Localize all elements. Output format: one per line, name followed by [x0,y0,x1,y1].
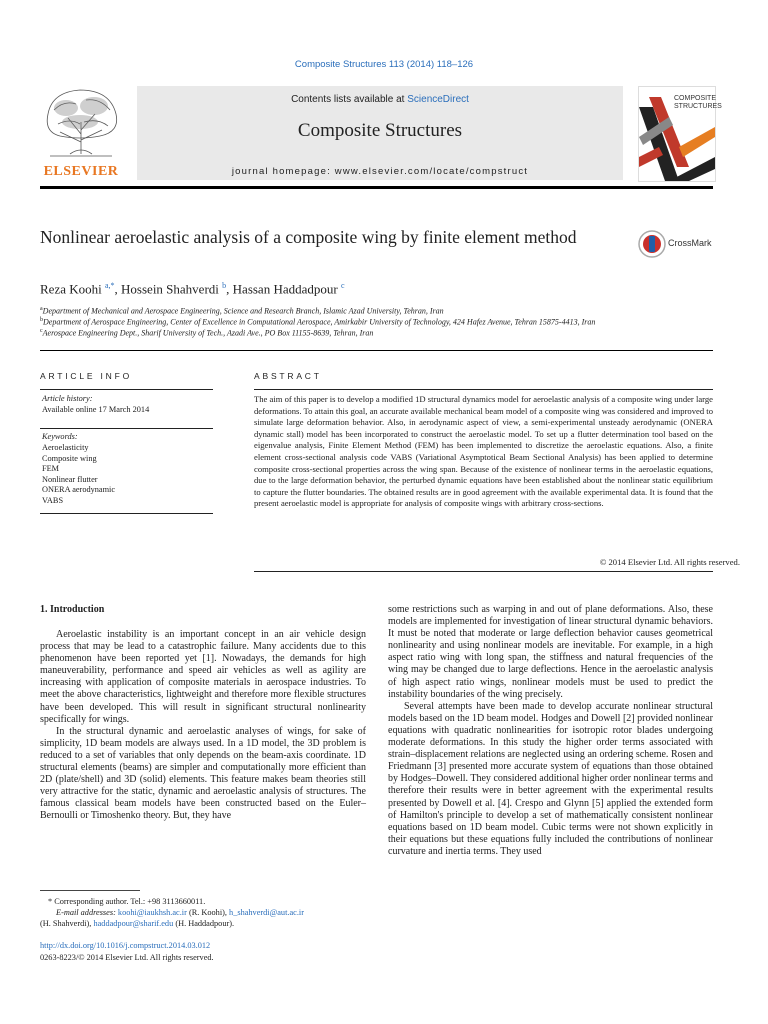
author-name[interactable]: Reza Koohi [40,281,102,297]
affiliation-text: Aerospace Engineering Dept., Sharif University of Tech., Azadi Ave., PO Box 11155-8639, Tehran, Iran [42,328,374,338]
body-paragraph: Several attempts have been made to develop accurate nonlinear structural models based on the 1D beam model. Hodges and Dowell [2] provided nonlinear equations with quadratic nonlinearities for isotropic rotor blades undergoing moderate deformations. In this study the higher order terms associated with strain–displacement relations are neglected using an ordering scheme. Rosen and Friedmann [3] presented more accurate system of equations than those obtained by Hodges–Dowell. They considered additional higher order nonlinear terms and therefore their results were in better agreement with the experimental results presented by Dowell et al. [4]. Crespo and Glynn [5] applied the extended form of Hamilton's principle to develop a set of mathematically consistent nonlinear equations based on 1D beam model. Cubic terms were not shown explicitly in their equations but these equations fully included the contributions of nonlinear curvature and inertia terms. They used [388,700,713,857]
section-heading: 1. Introduction [40,604,105,615]
author-list: Reza Koohi $^{a,*}$, Hossein Shahverdi $^b$, Hassan Haddadpour $^c$ [40,281,345,297]
abstract-copyright: © 2014 Elsevier Ltd. All rights reserved. [599,557,740,567]
issn-line: 0263-8223/© 2014 Elsevier Ltd. All rights reserved. [40,953,214,962]
body-paragraph: some restrictions such as warping in and out of plane deformations. Also, these models are implemented for investigation of linear structural dynamic behaviors. It must be noted that moderate or large deflection behavior causes geometrical nonlinearity and using nonlinear models are inevitable. For example, in a high aspect ratio wing with long span, the stiffness and natural frequencies of the wing may be changed due to large deflections. Hence in the aeroelastic analysis of high aspect ratio wings, nonlinear models must be used to predict the instability boundaries of the wing precisely. [388,604,713,700]
keywords-label: Keywords: [42,432,78,441]
email-line [40,907,366,918]
affiliation [40,317,720,327]
keyword: VABS [42,495,64,505]
author-name[interactable]: Hassan Haddadpour [232,281,338,297]
affiliation-sup: c [40,328,43,334]
affiliation-text: Department of Aerospace Engineering, Center of Excellence in Computational Aerospace, Amirkabir University of Technology, 424 Hafez Avenue, Tehran 15875-4413, Iran [43,317,596,327]
crossmark-label: CrossMark [668,238,712,248]
article-title: Nonlinear aeroelastic analysis of a composite wing by finite element method [40,227,577,247]
header-rule [40,186,713,189]
email-link[interactable]: koohi@iaukhsh.ac.ir [117,908,187,917]
contents-prefix: Contents lists available at [291,94,408,105]
affiliation-sup: a [40,306,43,312]
body-paragraph: In the structural dynamic and aeroelastic analyses of wings, for sake of simplicity, 1D beam models are always used. In a 1D model, the 3D problem is reduced to a set of variables that only depends on the beam-axis coordinate. 1D structural elements (beams) are simpler and computationally more efficient than 2D (plate/shell) and 3D (solid) elements. This feature makes beam theories still very attractive for the static, dynamic and aeroelastic analysis of structures. The famous classical beam models have been constructed based on the Euler–Bernoulli or Timoshenko theory. But, they have [40,725,366,822]
divider [40,389,213,390]
body-column-left [40,629,366,823]
title-rule [40,350,713,351]
email-name: (H. Shahverdi), [40,919,92,928]
contents-line [137,94,623,105]
publisher-name: ELSEVIER [43,164,119,179]
body-column-right [388,604,713,858]
journal-cover-image [638,86,722,182]
author-sup[interactable]: c [340,281,345,290]
divider [254,571,713,572]
abstract-heading: ABSTRACT [254,371,322,381]
keyword: Composite wing [42,453,97,463]
crossmark-icon [638,230,666,258]
cover-title [674,95,722,111]
email-link[interactable]: haddadpour@sharif.edu [93,919,174,928]
cover-text-2: STRUCTURES [674,103,722,110]
email-line [40,918,366,929]
affiliation-text: Department of Mechanical and Aerospace Engineering, Science and Research Branch, Islamic Azad University, Tehran, Iran [42,306,444,316]
email-name: (R. Koohi), [188,908,227,917]
keyword: ONERA aerodynamic [42,485,116,495]
affiliation [40,306,720,316]
sciencedirect-link[interactable]: ScienceDirect [407,94,469,105]
author-sup[interactable]: b [222,281,227,290]
keyword-list [42,443,115,507]
history-label: Article history: [42,394,93,403]
keyword: FEM [42,464,60,474]
footnote-rule [40,890,140,891]
email-link[interactable]: h_shahverdi@aut.ac.ir [229,908,304,917]
keyword: Aeroelasticity [42,443,89,452]
history-value: Available online 17 March 2014 [42,405,150,414]
footnote [40,896,366,929]
crossmark-badge[interactable] [638,230,718,258]
keyword: Nonlinear flutter [42,474,98,484]
corresponding-author: * Corresponding author. Tel.: +98 3113660011. [48,897,206,906]
article-info-heading: ARTICLE INFO [40,371,133,381]
journal-name: Composite Structures [297,120,463,141]
email-name: (H. Haddadpour). [175,919,235,928]
divider [40,513,213,514]
author-sup[interactable]: a,* [104,281,115,290]
divider [254,389,713,390]
journal-homepage[interactable]: journal homepage: www.elsevier.com/locate/compstruct [231,166,529,177]
cover-text-1: COMPOSITE [674,95,717,102]
divider [40,428,213,429]
affiliation [40,328,720,338]
journal-citation[interactable]: Composite Structures 113 (2014) 118–126 [294,59,474,70]
author-name[interactable]: Hossein Shahverdi [121,281,219,297]
affiliation-sup: b [40,317,43,323]
abstract-text: The aim of this paper is to develop a modified 1D structural dynamics model for aeroelastic analysis of a composite wing under large deformations. To attain this goal, an accurate available mechanical beam model of a composite wing was considered and improved to simulate large deformation behavior. Also, in aerodynamic aspect of view, a semi-experimental unsteady aerodynamic (ONERA dynamic stall) model has been incorporated to construct the aeroelastic model. To set up a flutter determination tool based on the eigenvalue analysis, Finite Element Method (FEM) has been implemented to discretize the aeroelastic equations. Also, a finite element cross-sectional analysis code VABS (Variational Asymptotical Beam Sectional Analysis) has been applied to determine composite cross-sectional properties across the wing span. Because of the existence of nonlinear terms in the aeroelastic equations, due to the large deformation behavior, the perturbed dynamic equations have been established about the nonlinear static equilibrium to capture the flutter boundaries. The obtained results are in good agreement with the available experimental data. It is found that the present aeroelastic model is appropriate for analysis of composite wings with arbitrary cross-sections. [254,394,713,509]
email-label: E-mail addresses: [56,908,116,917]
body-paragraph: Aeroelastic instability is an important concept in an air vehicle design process that may be lead to a catastrophic failure. Many accidents due to this phenomenon have been reported yet [1]. Nowadays, the demands for high maneuverability, performance and speed air vehicles as well as agility are increasing with application of composite materials in aerospace industries. To meet the above characteristics, lightweight and therefore more flexible structures have been developed. This will result in significant structural nonlinearity specifically for wings. [40,629,366,725]
doi-link[interactable]: http://dx.doi.org/10.1016/j.compstruct.2014.03.012 [40,941,211,950]
